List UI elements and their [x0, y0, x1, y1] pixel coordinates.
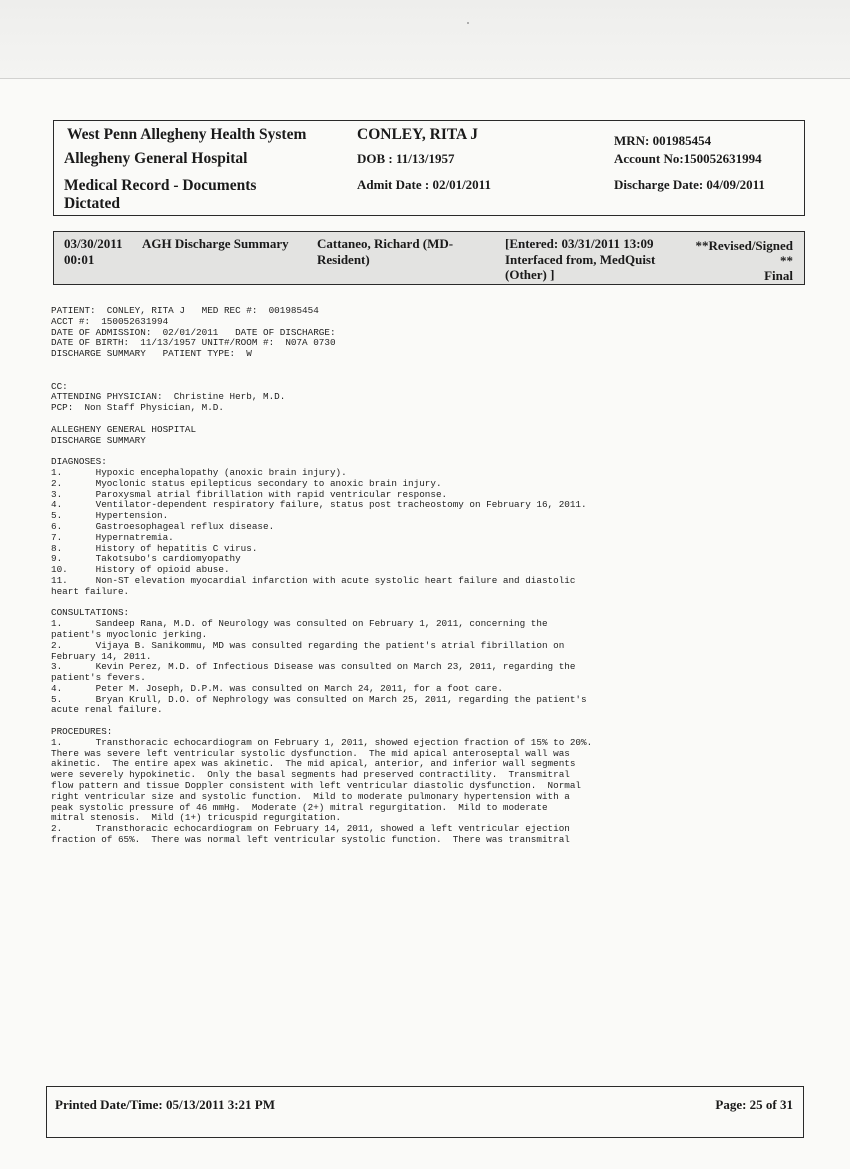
document-title: AGH Discharge Summary [142, 236, 289, 251]
account-number: Account No:150052631994 [614, 151, 762, 166]
date-of-birth: DOB : 11/13/1957 [357, 151, 455, 166]
discharge-summary-text: PATIENT: CONLEY, RITA J MED REC #: 001985454 ACCT #: 150052631994 DATE OF ADMISSION: 02/01/2011 DATE OF DISCHARGE: DATE OF BIRTH: 11/13/1957 UNIT#/ROOM #: N07A 0730 DISCHARGE SUMMARY PATIENT TYPE: W CC: ATTENDING PHYSICIAN: Christine Herb, M.D. PCP: Non Staff Physician, M.D. ALLEGHENY GENERAL HOSPITAL DISCHARGE SUMMARY DIAGNOSES: 1. Hypoxic encephalopathy (anoxic brain injury). 2. Myoclonic status epilepticus secondary to anoxic brain injury. 3. Paroxysmal atrial fibrillation with rapid ventricular response. 4. Ventilator-dependent respiratory failure, status post tracheostomy on February 16, 2011. 5. Hypertension. 6. Gastroesophageal reflux disease. 7. Hypernatremia. 8. History of hepatitis C virus. 9. Takotsubo's cardiomyopathy 10. History of opioid abuse. 11. Non-ST elevation myocardial infarction with acute systolic heart failure and diastolic heart failure. CONSULTATIONS: 1. Sandeep Rana, M.D. of Neurology was consulted on February 1, 2011, concerning the patient's myoclonic jerking. 2. Vijaya B. Sanikommu, MD was consulted regarding the patient's atrial fibrillation on February 14, 2011. 3. Kevin Perez, M.D. of Infectious Disease was consulted on March 23, 2011, regarding the patient's fevers. 4. Peter M. Joseph, D.P.M. was consulted on March 24, 2011, for a foot care. 5. Bryan Krull, D.O. of Nephrology was consulted on March 25, 2011, regarding the patient's acute renal failure. PROCEDURES: 1. Transthoracic echocardiogram on February 1, 2011, showed ejection fraction of 15% to 20%. There was severe left ventricular systolic dysfunction. The mid apical anteroseptal wall was akinetic. The entire apex was akinetic. The mid apical, anterior, and inferior wall segments were severely hypokinetic. Only the basal segments had preserved contractility. Transmitral flow pattern and tissue Doppler consistent with left ventricular diastolic dysfunction. Normal right ventricular size and systolic function. Mild to moderate pulmonary hypertension with a peak systolic pressure of 46 mmHg. Moderate (2+) mitral regurgitation. Mild to moderate mitral stenosis. Mild (1+) tricuspid regurgitation. 2. Transthoracic echocardiogram on February 14, 2011, showed a left ventricular ejection fraction of 65%. There was normal left ventricular systolic function. There was transmitral [51, 305, 593, 846]
document-entry-row [53, 231, 805, 285]
entry-date: 03/30/2011 [64, 236, 123, 251]
health-system-name: West Penn Allegheny Health System [67, 126, 307, 143]
mrn: MRN: 001985454 [614, 133, 712, 148]
record-header [53, 120, 805, 216]
author-line-2: Resident) [317, 252, 370, 267]
entered-line-3: (Other) ] [505, 267, 555, 282]
admit-date: Admit Date : 02/01/2011 [357, 177, 491, 192]
entered-line-1: [Entered: 03/31/2011 13:09 [505, 236, 654, 251]
document-type: Medical Record - Documents Dictated [64, 177, 257, 212]
printed-date-time: Printed Date/Time: 05/13/2011 3:21 PM [55, 1097, 276, 1112]
page-number: Page: 25 of 31 [715, 1097, 793, 1112]
status-marker: ** [780, 253, 793, 268]
entered-line-2: Interfaced from, MedQuist [505, 252, 656, 267]
status-final: Final [764, 268, 793, 283]
scan-speck [467, 22, 469, 24]
author-line-1: Cattaneo, Richard (MD- [317, 236, 454, 251]
status-revised-signed: **Revised/Signed [695, 238, 793, 253]
discharge-date: Discharge Date: 04/09/2011 [614, 177, 765, 192]
entry-time: 00:01 [64, 252, 95, 267]
hospital-name: Allegheny General Hospital [64, 150, 248, 167]
print-footer [46, 1086, 804, 1138]
scan-top-margin [0, 0, 850, 79]
patient-name: CONLEY, RITA J [357, 126, 479, 143]
